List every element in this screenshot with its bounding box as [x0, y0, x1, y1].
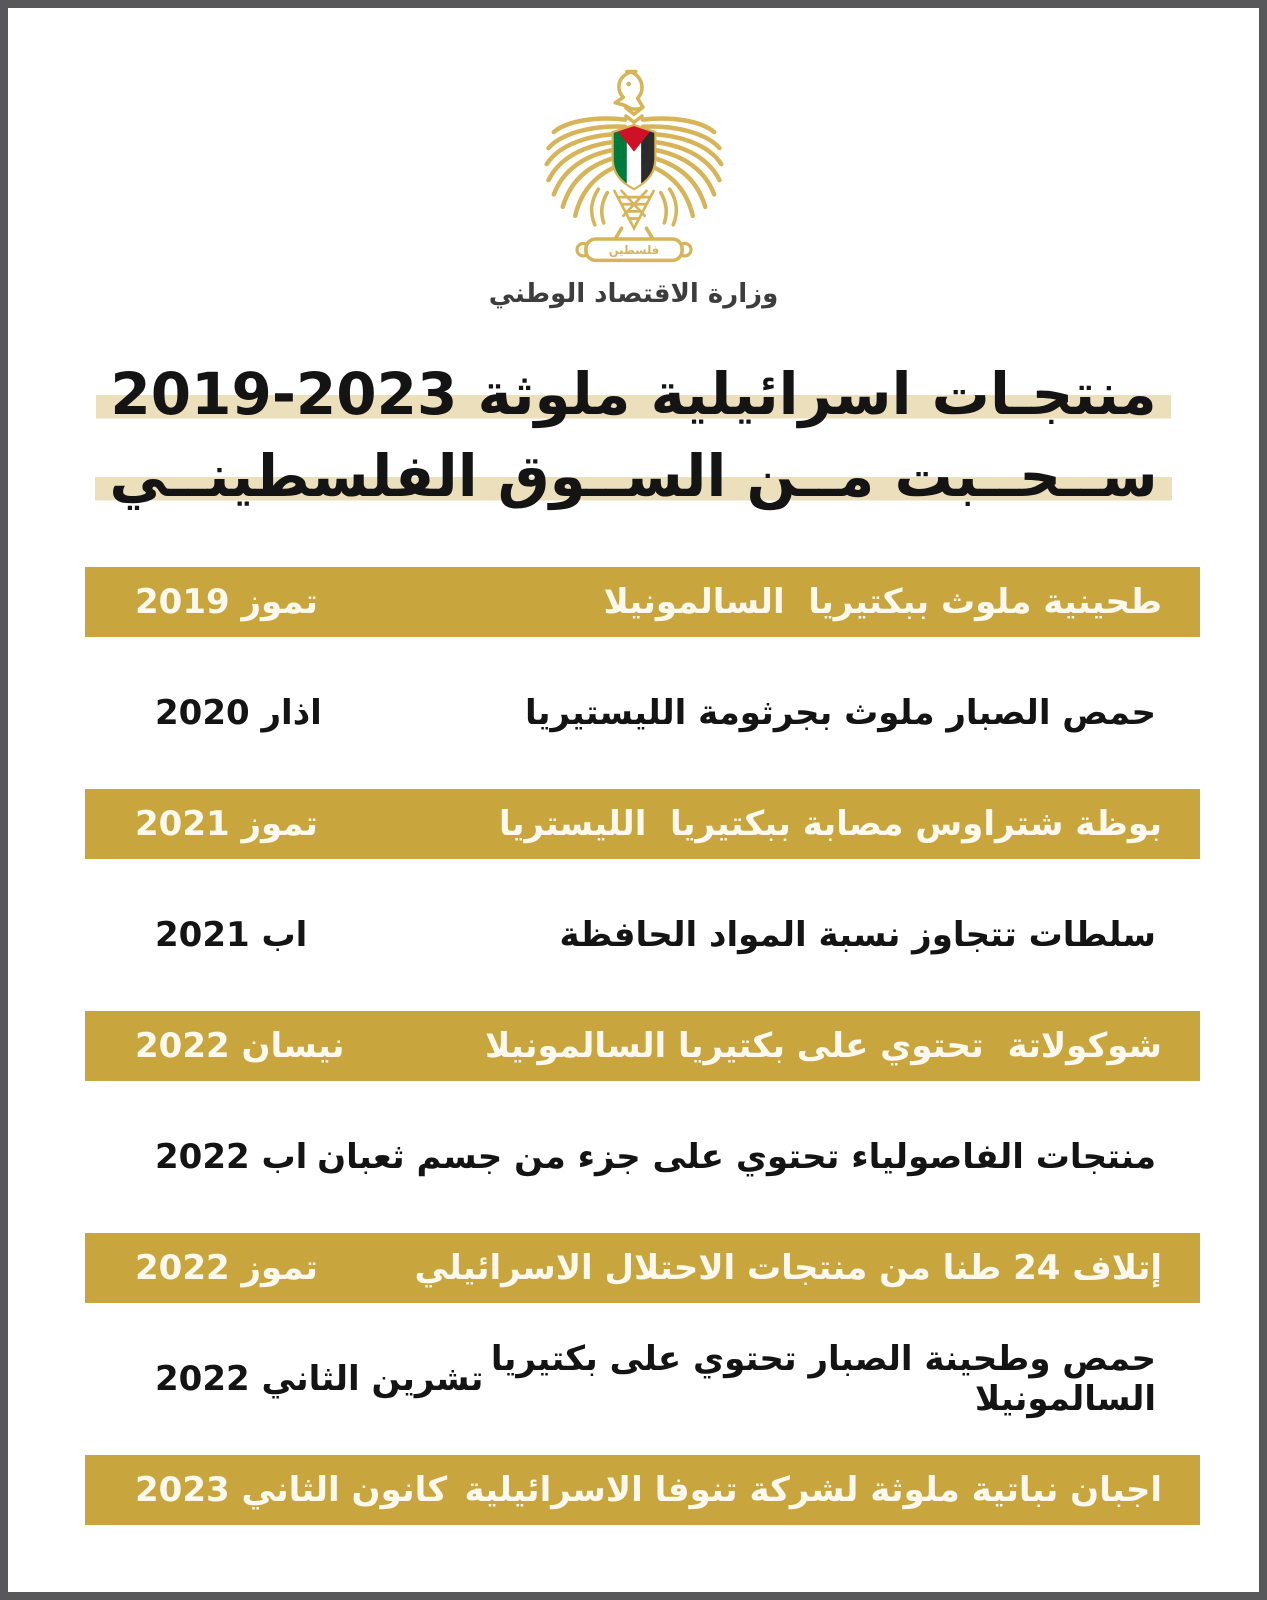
- recall-product: سلطات تتجاوز نسبة المواد الحافظة: [559, 915, 1156, 955]
- recall-date: اذار 2020: [155, 693, 322, 733]
- recall-row: [85, 900, 1200, 970]
- recall-product: طحينية ملوث ببكتيريا السالمونيلا: [603, 582, 1162, 622]
- recall-row: [85, 1011, 1200, 1081]
- recall-row: [85, 789, 1200, 859]
- logo-banner: [576, 239, 690, 260]
- recall-date: تموز 2021: [135, 804, 318, 844]
- recall-row: [85, 678, 1200, 748]
- recall-row: [85, 1339, 1200, 1419]
- palestine-flag-shield: [612, 125, 655, 189]
- recall-date: كانون الثاني 2023: [135, 1470, 448, 1510]
- recall-product: شوكولاتة تحتوي على بكتيريا السالمونيلا: [485, 1026, 1162, 1066]
- poster-title: [8, 360, 1259, 510]
- title-line-2: ســحــبت مــن الســوق الفلسطينــي: [8, 447, 1259, 505]
- recall-row: [85, 1233, 1200, 1303]
- palestine-eagle-icon: [536, 66, 732, 273]
- title-line-1: منتجـات اسرائيلية ملوثة 2023-2019: [8, 365, 1259, 423]
- recall-date: تشرين الثاني 2022: [155, 1359, 484, 1399]
- eagle-head: [615, 72, 643, 110]
- logo-banner-text: فلسطين: [608, 243, 659, 258]
- eagle-tail: [614, 191, 653, 228]
- recall-product: اجبان نباتية ملوثة لشركة تنوفا الاسرائيلية: [464, 1470, 1162, 1510]
- recall-product: حمص وطحينة الصبار تحتوي على بكتيريا السالمونيلا: [478, 1339, 1156, 1419]
- recall-date: اب 2022: [155, 1137, 308, 1177]
- recall-product: حمص الصبار ملوث بجرثومة الليستيريا: [525, 693, 1156, 733]
- recall-row: [85, 1455, 1200, 1525]
- recall-product: منتجات الفاصولياء تحتوي على جزء من جسم ثعبان: [317, 1137, 1156, 1177]
- recall-date: تموز 2019: [135, 582, 318, 622]
- recall-list: [85, 567, 1200, 1525]
- recall-row: [85, 567, 1200, 637]
- recall-date: اب 2021: [155, 915, 308, 955]
- ministry-name: وزارة الاقتصاد الوطني: [488, 279, 779, 309]
- recall-product: بوظة شتراوس مصابة ببكتيريا الليستريا: [499, 804, 1162, 844]
- recall-product: إتلاف 24 طنا من منتجات الاحتلال الاسرائيلي: [414, 1248, 1162, 1288]
- recall-date: تموز 2022: [135, 1248, 318, 1288]
- ministry-logo: [8, 66, 1259, 309]
- recall-date: نيسان 2022: [135, 1026, 345, 1066]
- recall-row: [85, 1122, 1200, 1192]
